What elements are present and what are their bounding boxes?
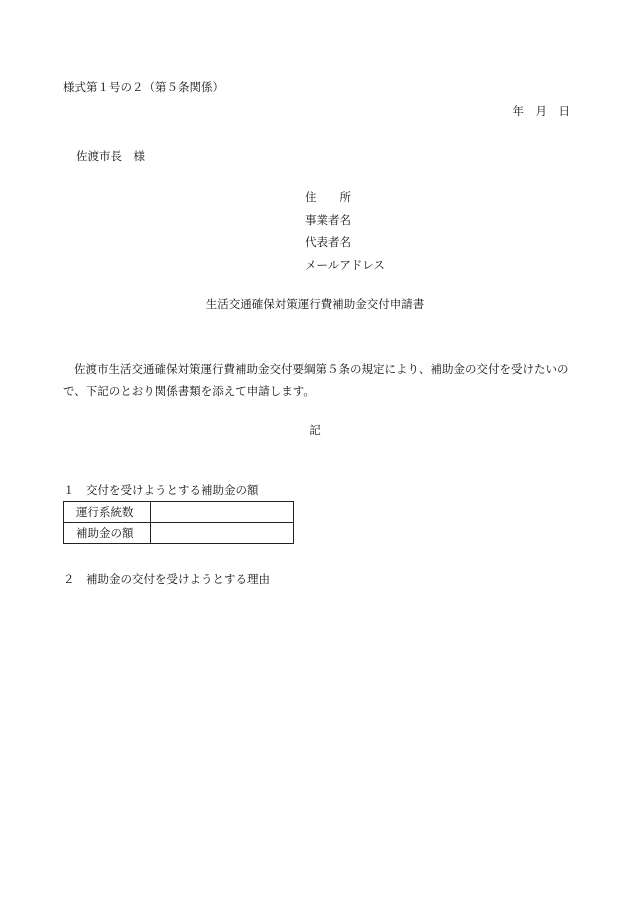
document-title: 生活交通確保対策運行費補助金交付申請書 <box>205 297 425 311</box>
amount-table <box>63 501 294 544</box>
date-line: 年 月 日 <box>512 104 570 118</box>
addressee: 佐渡市長 様 <box>76 149 145 163</box>
representative-label: 代表者名 <box>305 235 351 249</box>
route-count-label: 運行系統数 <box>64 502 151 523</box>
section1-heading: １ 交付を受けようとする補助金の額 <box>63 483 259 497</box>
business-name-label: 事業者名 <box>305 212 351 227</box>
ki-heading: 記 <box>309 423 321 437</box>
email-label: メールアドレス <box>305 257 385 272</box>
body-paragraph: 佐渡市生活交通確保対策運行費補助金交付要綱第５条の規定により、補助金の交付を受けたいので、下記のとおり関係書類を添えて申請します。 <box>63 362 569 398</box>
subsidy-amount-label: 補助金の額 <box>64 523 151 544</box>
table-row <box>64 502 294 523</box>
applicant-block <box>305 190 385 280</box>
route-count-value[interactable] <box>151 502 294 523</box>
address-label: 住 所 <box>305 190 351 204</box>
table-row <box>64 523 294 544</box>
form-number: 様式第１号の２（第５条関係） <box>63 80 224 94</box>
section2-heading: ２ 補助金の交付を受けようとする理由 <box>63 572 270 586</box>
subsidy-amount-value[interactable] <box>151 523 294 544</box>
